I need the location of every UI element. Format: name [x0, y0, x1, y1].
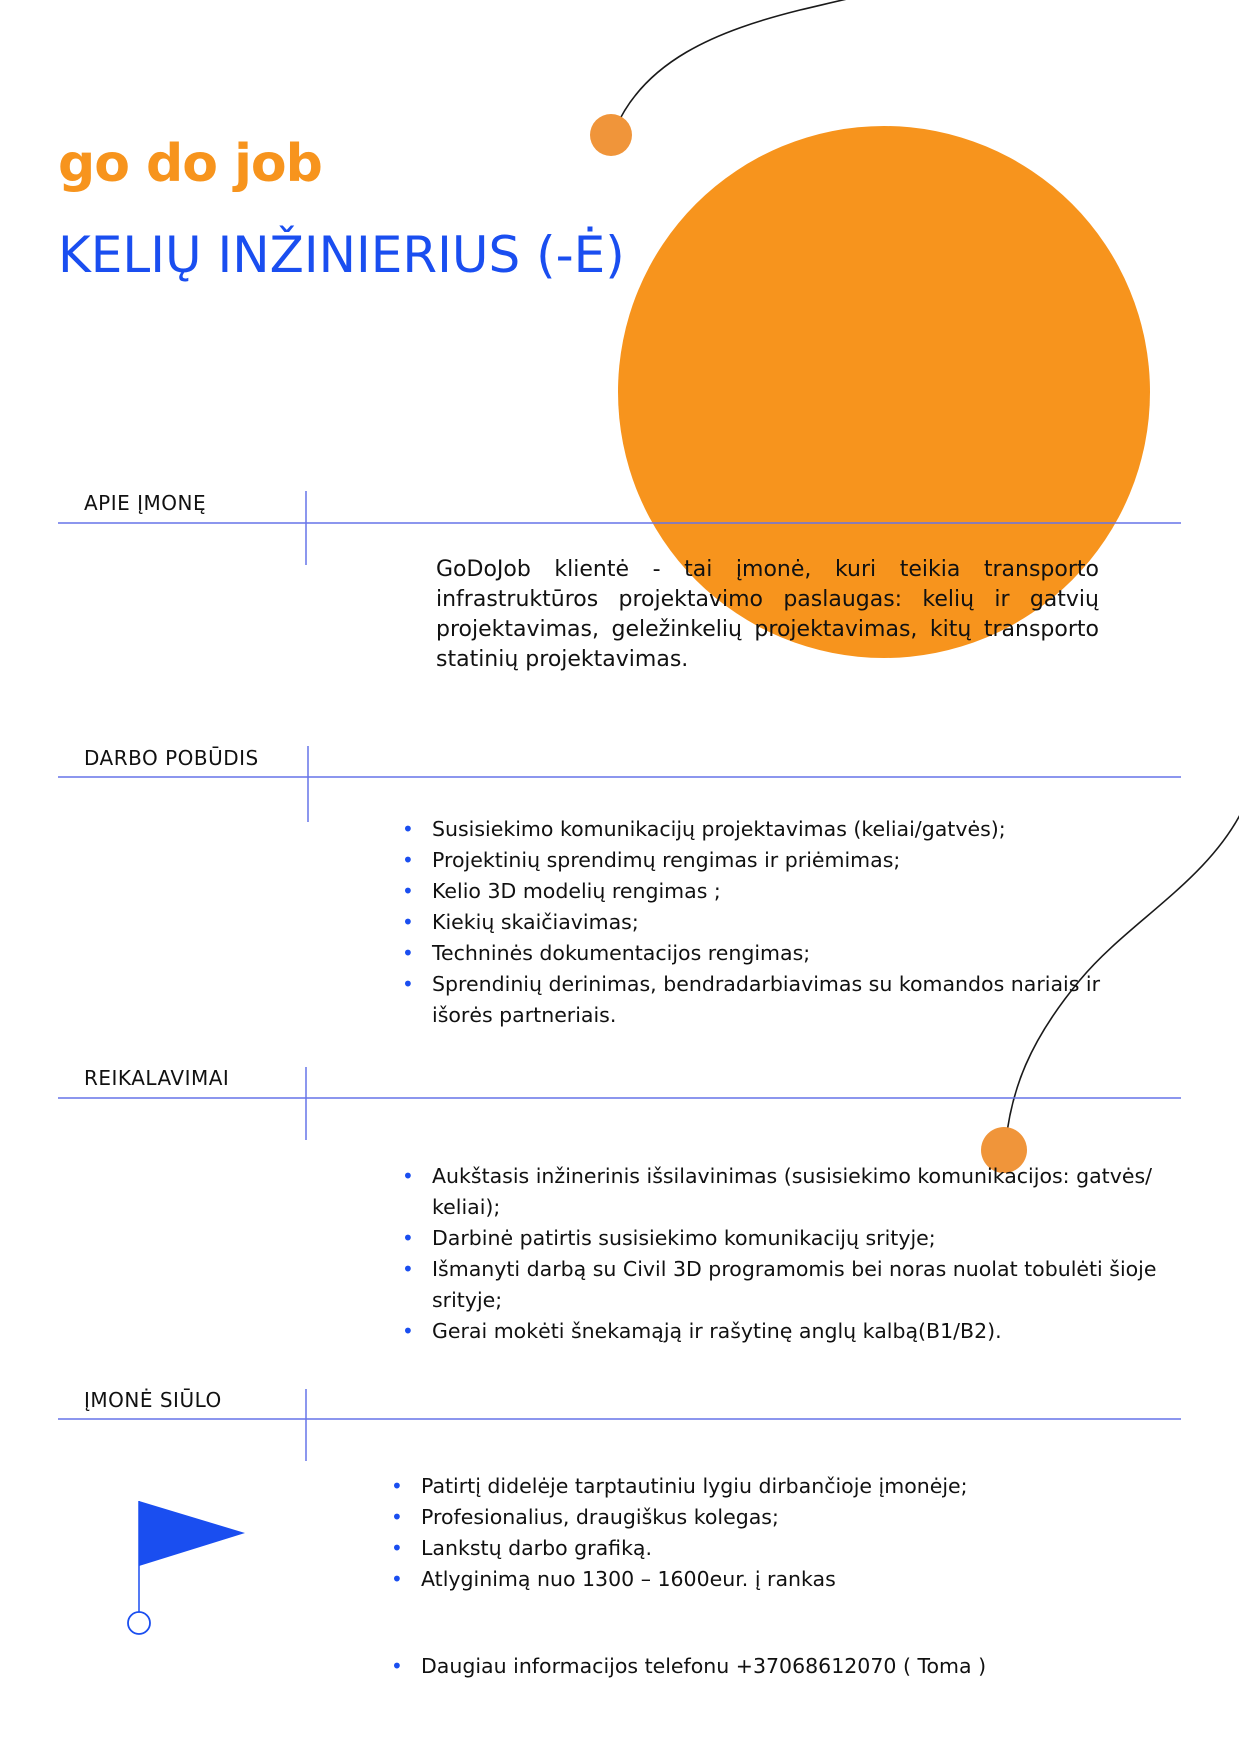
about-paragraph: GoDoJob klientė - tai įmonė, kuri teikia transporto infrastruktūros projektavimo paslaugas: kelių ir gatvių projektavimas, geležinkelių projektavimas, kitų transporto statinių projektavimas.	[436, 557, 1099, 672]
small-orange-dot-top	[590, 114, 632, 156]
offer-list	[391, 1471, 1171, 1595]
list-item: • Gerai mokėti šnekamąją ir rašytinę anglų kalbą(B1/B2).	[402, 1316, 1162, 1347]
list-item: • Atlyginimą nuo 1300 – 1600eur. į rankas	[391, 1564, 1171, 1595]
duties-list	[402, 814, 1102, 1031]
section-label-offer: ĮMONĖ SIŪLO	[84, 1388, 222, 1412]
list-item: • Projektinių sprendimų rengimas ir priėmimas;	[402, 845, 1102, 876]
list-item: • Patirtį didelėje tarptautiniu lygiu dirbančioje įmonėje;	[391, 1471, 1171, 1502]
contact-info: • Daugiau informacijos telefonu +37068612070 ( Toma )	[391, 1651, 1171, 1682]
list-item: • Profesionalius, draugiškus kolegas;	[391, 1502, 1171, 1533]
company-logo: go do job	[58, 134, 322, 194]
page-title: KELIŲ INŽINIERIUS (-Ė)	[58, 226, 625, 284]
list-item: • Kiekių skaičiavimas;	[402, 907, 1102, 938]
section-label-duties: DARBO POBŪDIS	[84, 746, 259, 770]
list-item: • Techninės dokumentacijos rengimas;	[402, 938, 1102, 969]
section-label-requirements: REIKALAVIMAI	[84, 1066, 230, 1090]
contact-list	[391, 1651, 1171, 1682]
list-item: • Lankstų darbo grafiką.	[391, 1533, 1171, 1564]
list-item: • Aukštasis inžinerinis išsilavinimas (susisiekimo komunikacijos: gatvės/ keliai);	[402, 1161, 1162, 1223]
list-item: • Darbinė patirtis susisiekimo komunikacijų srityje;	[402, 1223, 1162, 1254]
list-item: • Susisiekimo komunikacijų projektavimas (keliai/gatvės);	[402, 814, 1102, 845]
list-item: • Kelio 3D modelių rengimas ;	[402, 876, 1102, 907]
requirements-list	[402, 1161, 1162, 1347]
list-item: • Sprendinių derinimas, bendradarbiavimas su komandos nariais ir išorės partneriais.	[402, 969, 1102, 1031]
list-item: • Išmanyti darbą su Civil 3D programomis bei noras nuolat tobulėti šioje srityje;	[402, 1254, 1162, 1316]
curve-line-top	[612, 0, 870, 137]
section-label-about: APIE ĮMONĘ	[84, 491, 207, 515]
flag-icon	[128, 1501, 245, 1634]
